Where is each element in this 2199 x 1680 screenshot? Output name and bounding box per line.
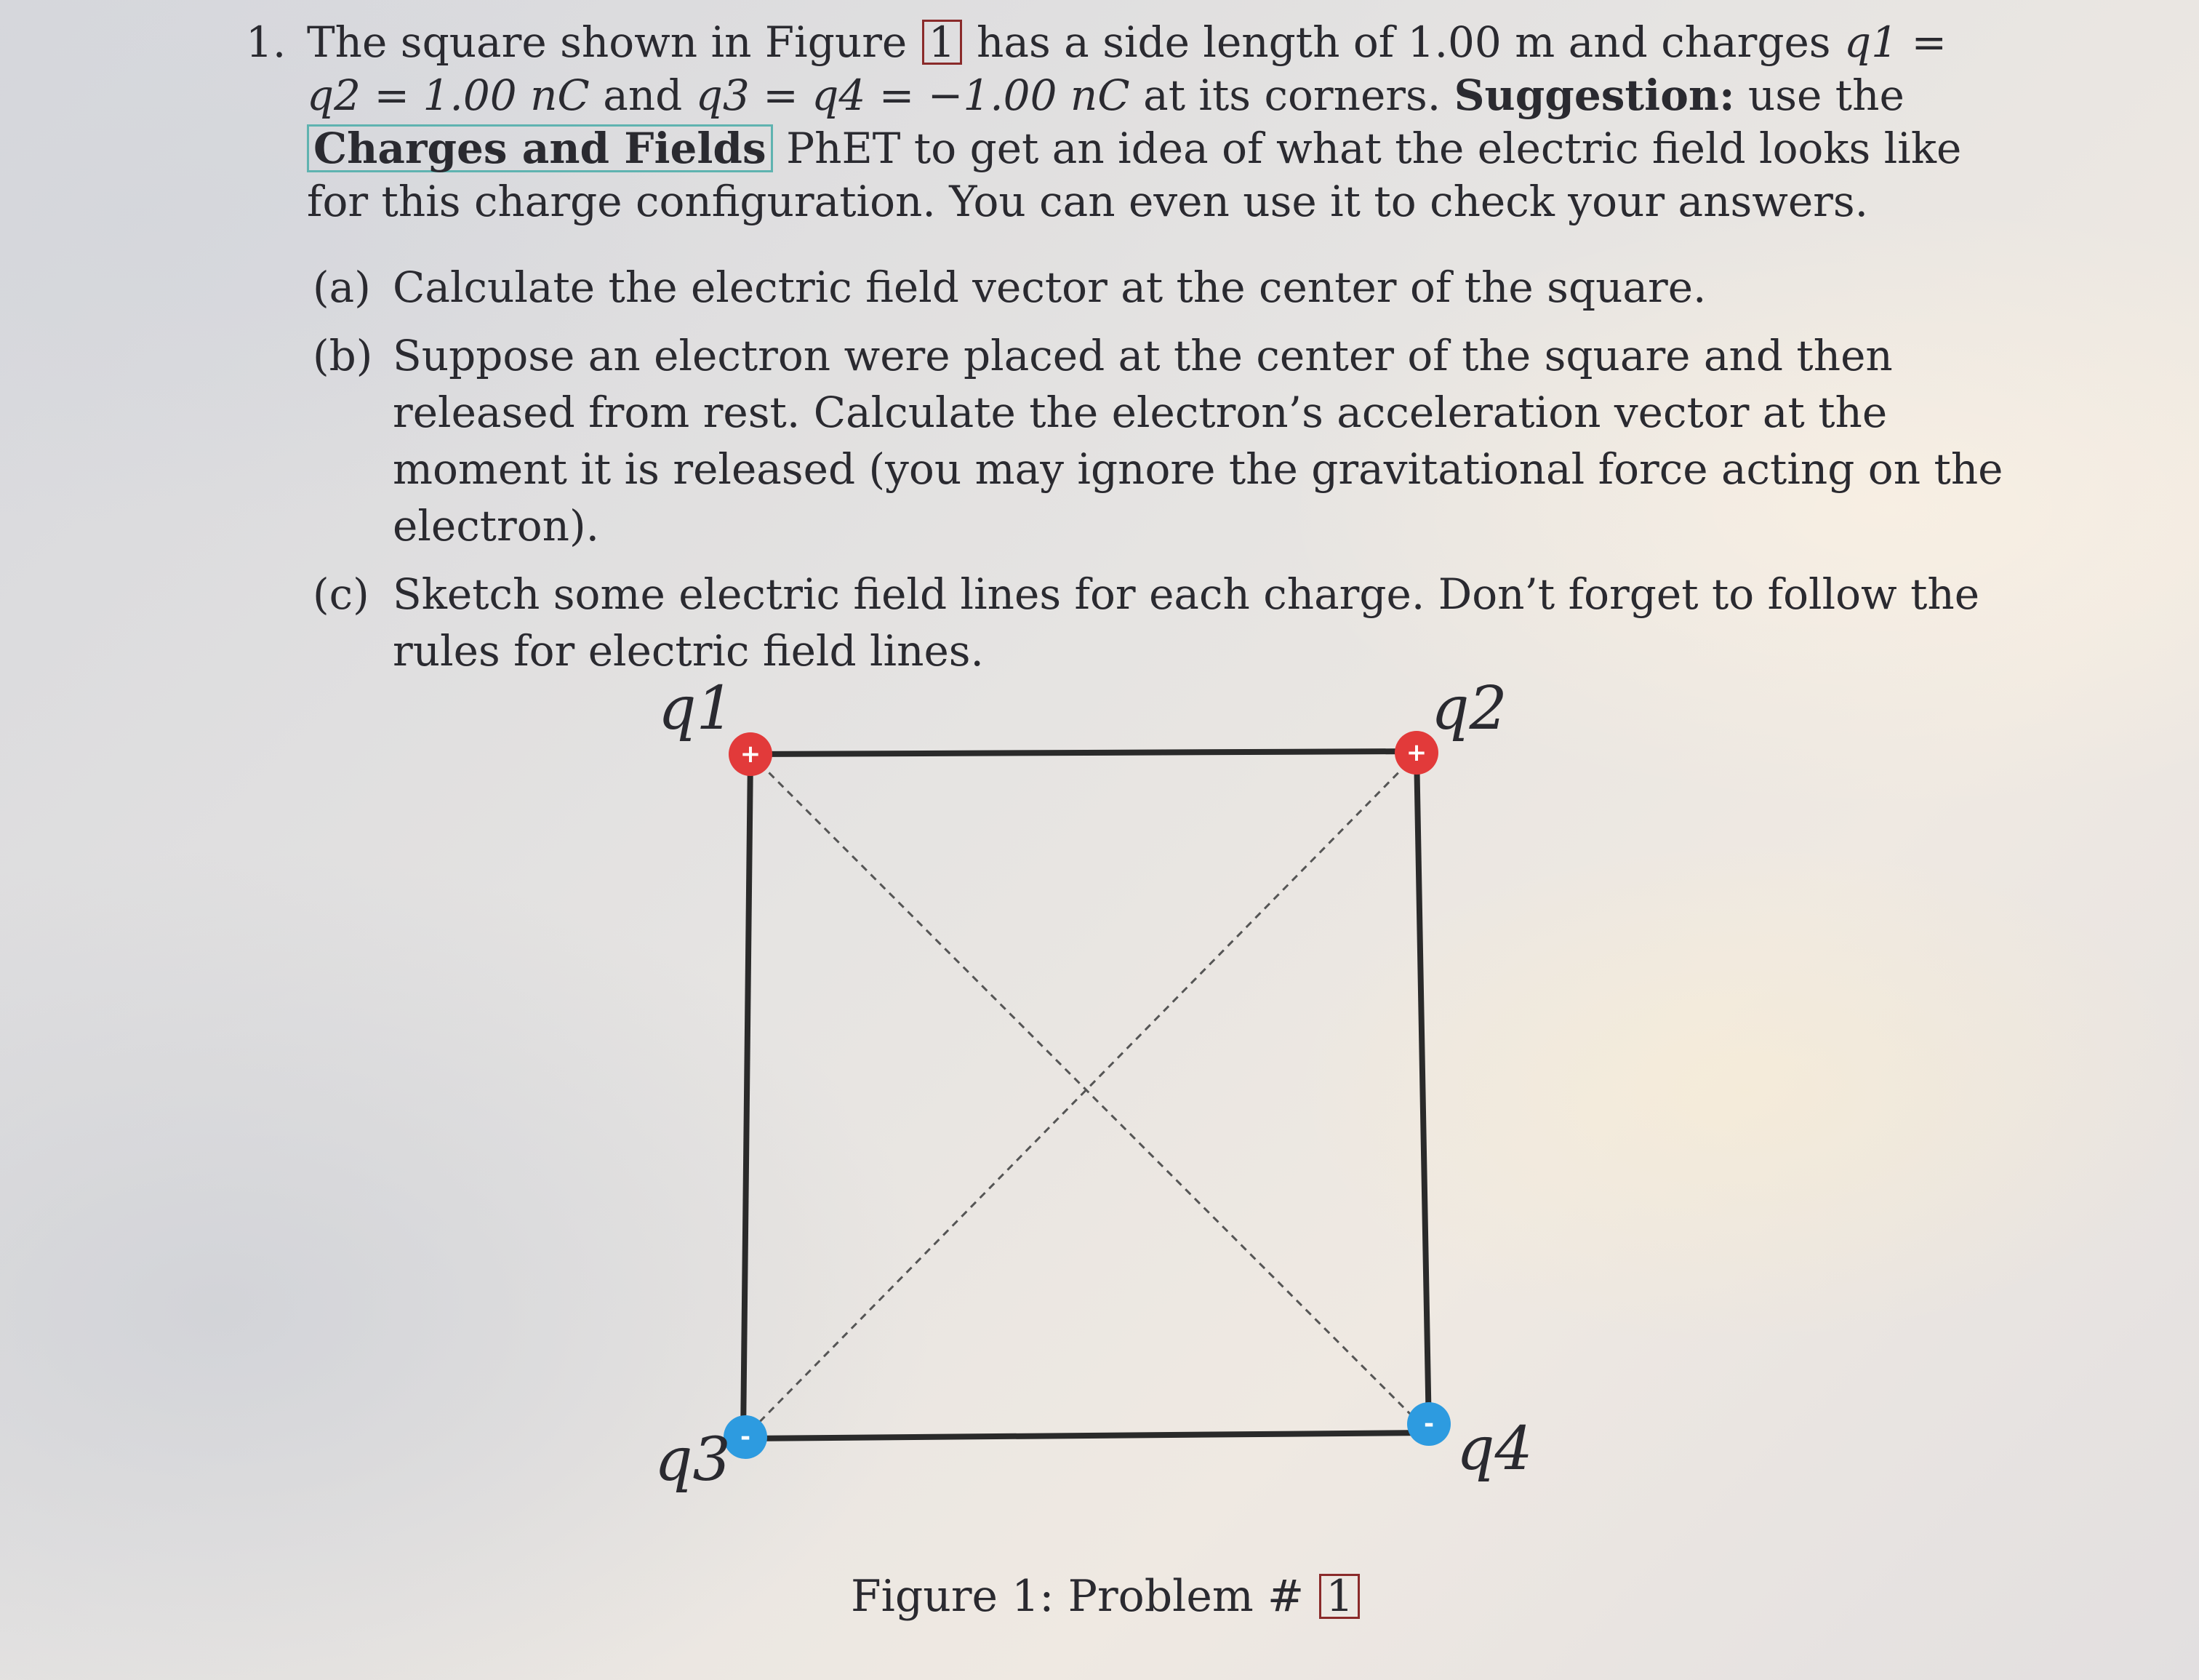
square-right-side [1417, 751, 1429, 1433]
problem-text-2: has a side length of 1.00 m and charges [977, 17, 1831, 67]
charge-q4 [1407, 1402, 1451, 1446]
caption-problem-link[interactable]: 1 [1319, 1574, 1360, 1619]
diagonal-q1-q4 [750, 754, 1429, 1433]
part-b-text: Suppose an electron were placed at the center of the square and then released from rest. Calculate the electron’s acceleration vector at the moment it is released (you may ignore the gravitational force acting on the electron). [393, 331, 2003, 551]
part-c-label: (c) [313, 569, 369, 619]
figure-reference-link[interactable]: 1 [922, 20, 962, 65]
diagonal-q2-q3 [743, 754, 1417, 1439]
label-q1: q1 [658, 674, 734, 743]
q3-sign: - [740, 1423, 751, 1452]
q1-sign: + [740, 740, 761, 769]
equation-q1-q2: q1 = q2 = 1.00 nC [307, 17, 1947, 120]
label-q2: q2 [1431, 674, 1507, 743]
part-a-text: Calculate the electric field vector at the center of the square. [393, 263, 1707, 312]
square-left-side [743, 754, 750, 1439]
q4-sign: - [1423, 1409, 1435, 1439]
problem-text-1: The square shown in Figure [307, 17, 908, 67]
problem-text-4: at its corners. [1143, 71, 1441, 120]
equation-q3-q4: q3 = q4 = −1.00 nC [695, 71, 1130, 120]
suggestion-label: Suggestion: [1454, 71, 1735, 120]
square-top-side [750, 751, 1417, 754]
problem-text-6: PhET to get an idea of what the electric field looks like for this charge configuration. You can even use it to check your answers. [307, 124, 1962, 226]
label-q4: q4 [1457, 1415, 1533, 1484]
part-a-label: (a) [313, 263, 371, 312]
square-bottom-side [743, 1433, 1429, 1439]
label-q3: q3 [654, 1425, 731, 1495]
charge-q1 [729, 732, 772, 776]
figure-caption [851, 1571, 1361, 1622]
part-c-text: Sketch some electric field lines for each charge. Don’t forget to follow the rules for electric field lines. [393, 569, 1980, 676]
part-b-label: (b) [313, 331, 373, 380]
phet-link[interactable]: Charges and Fields [307, 124, 773, 172]
problem-number: 1. [246, 17, 287, 67]
problem-text-3: and [603, 71, 683, 120]
caption-text: Figure 1: Problem # [851, 1571, 1305, 1622]
q2-sign: + [1406, 738, 1427, 767]
problem-text-5: use the [1747, 71, 1904, 120]
